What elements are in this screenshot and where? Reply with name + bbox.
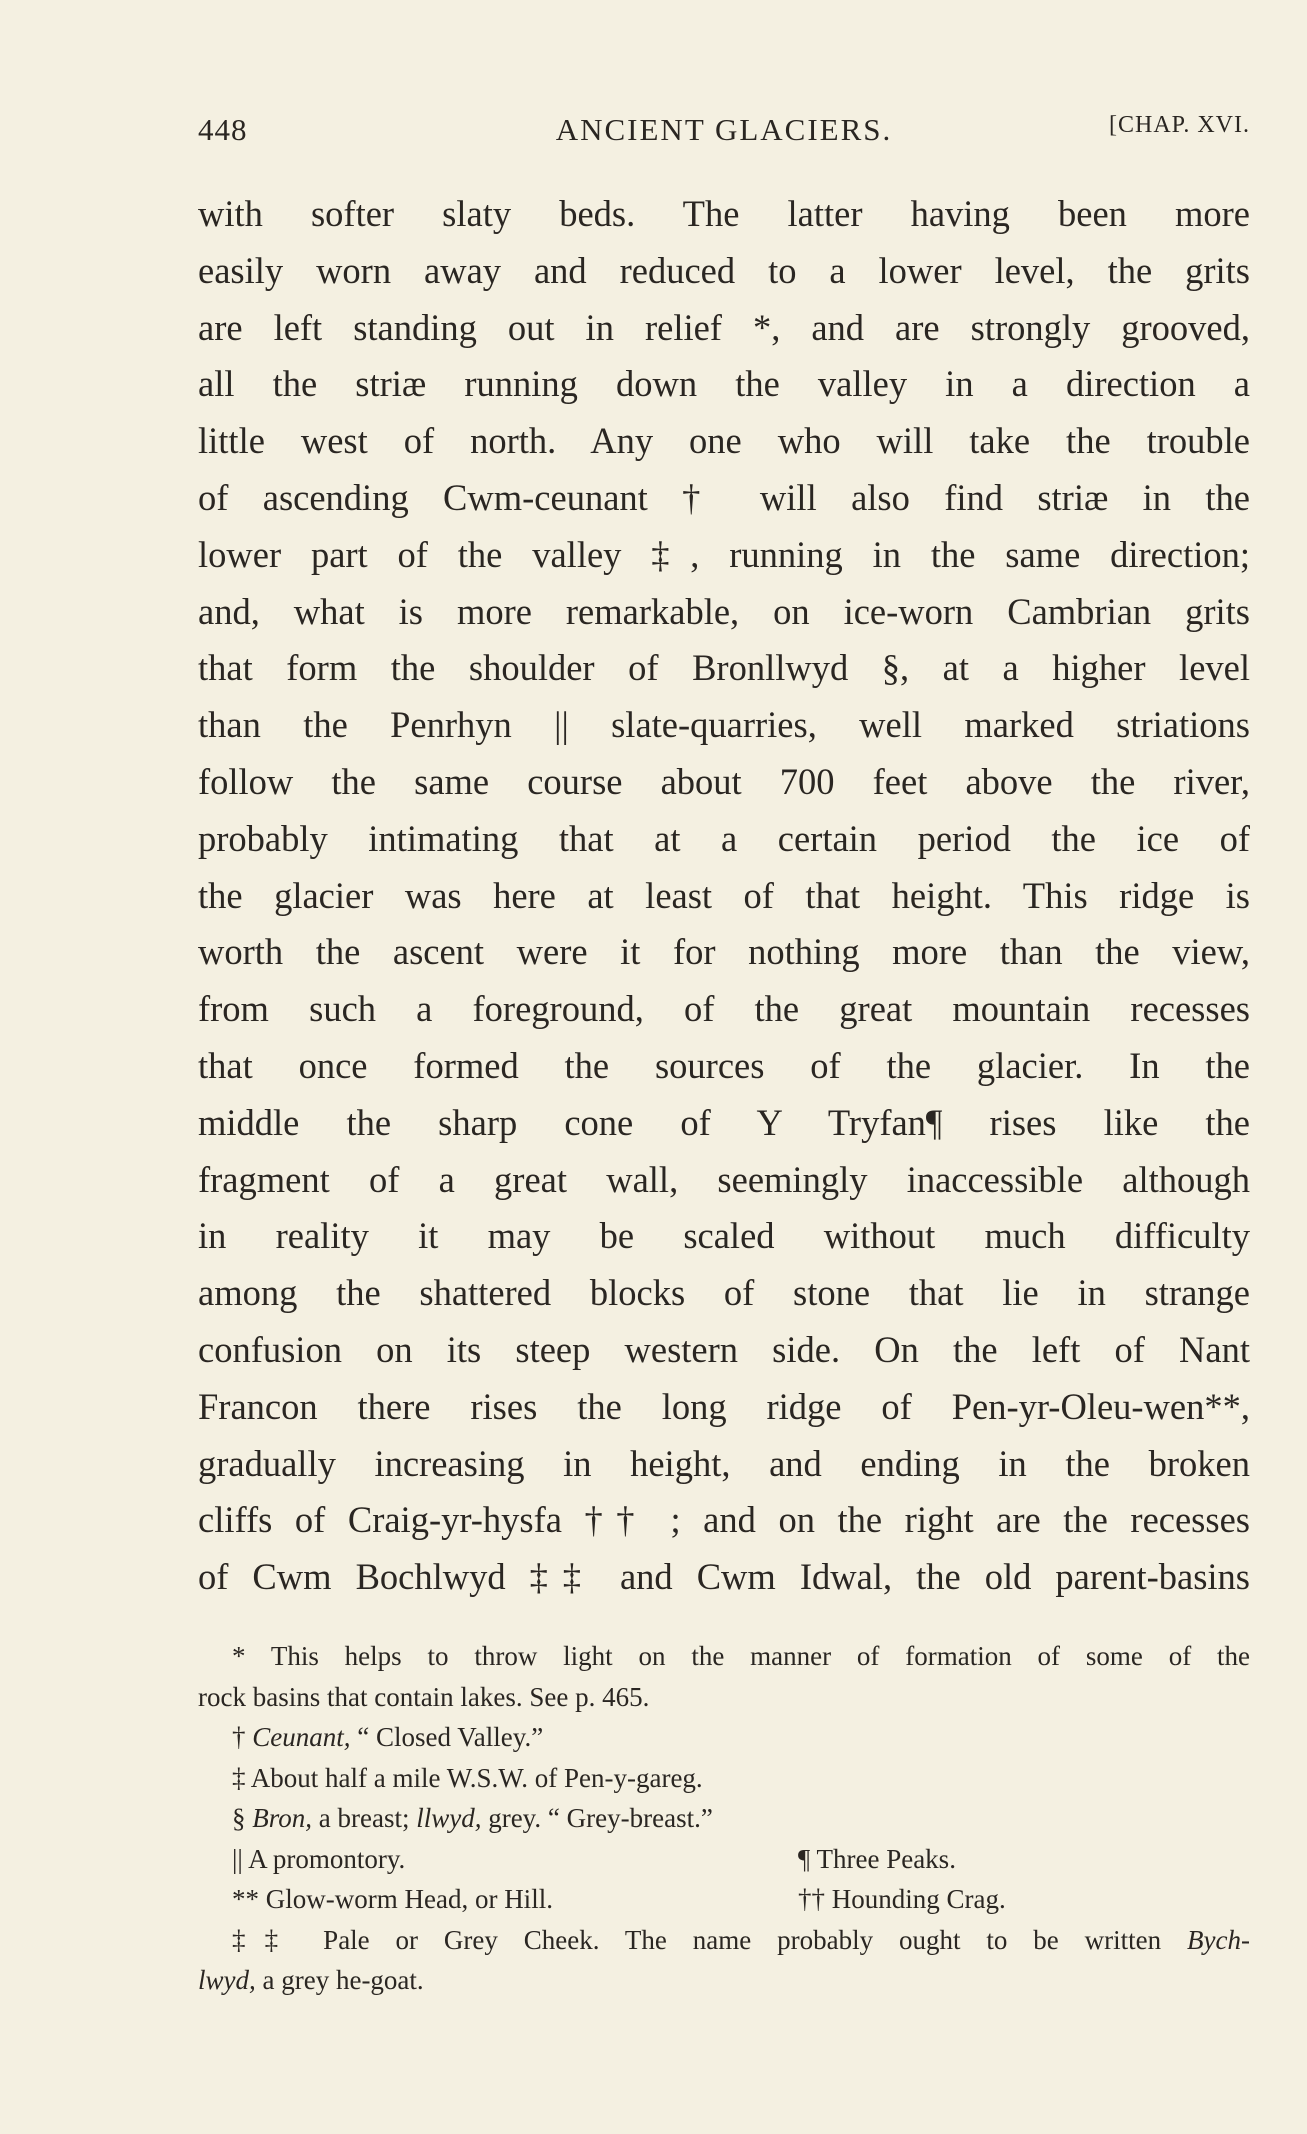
text-line: lower part of the valley ‡, running in the same direction; (198, 533, 1250, 575)
footnote-term: Bych- (1187, 1924, 1250, 1955)
footnote-pilcrow: ¶ Three Peaks. (798, 1843, 956, 1874)
text-line: fragment of a great wall, seemingly inaccessible although (198, 1158, 1250, 1200)
footnote-mark: † (232, 1722, 246, 1752)
text-line: probably intimating that at a certain period the ice of (198, 817, 1250, 859)
text-line: easily worn away and reduced to a lower level, the grits (198, 249, 1250, 291)
text-line: Francon there rises the long ridge of Pen-yr-Oleu-wen**, (198, 1385, 1250, 1427)
text-line: cliffs of Craig-yr-hysfa †† ; and on the right are the recesses (198, 1499, 1250, 1541)
footnote-double-daggers: †† Hounding Crag. (798, 1884, 1006, 1914)
text-line: of Cwm Bochlwyd ‡‡ and Cwm Idwal, the old parent-basins (198, 1556, 1250, 1598)
footnote-double-star: ** Glow-worm Head, or Hill. (232, 1884, 553, 1914)
text-line: gradually increasing in height, and ending in the broken (198, 1442, 1250, 1484)
text-line: worth the ascent were it for nothing more than the view, (198, 931, 1250, 973)
footnote-text: grey. “ Grey-breast.” (488, 1803, 713, 1833)
footnote-double-ddagger-continued (198, 1960, 1250, 2001)
text-line: that once formed the sources of the glacier. In the (198, 1044, 1250, 1086)
footnote-pair (198, 1839, 1250, 1880)
text-line: from such a foreground, of the great mountain recesses (198, 988, 1250, 1030)
running-title: ANCIENT GLACIERS. (555, 112, 893, 147)
footnote-double-dagger: ‡ About half a mile W.S.W. of Pen-y-gareg. (232, 1762, 703, 1793)
footnote-term: llwyd, (416, 1803, 482, 1833)
text-line: among the shattered blocks of stone that lie in strange (198, 1272, 1250, 1314)
text-line: than the Penrhyn || slate-quarries, well marked striations (198, 704, 1250, 746)
text-line: in reality it may be scaled without much difficulty (198, 1215, 1250, 1257)
chapter-label: [CHAP. XVI. (1108, 112, 1250, 138)
text-line: with softer slaty beds. The latter having been more (198, 193, 1250, 234)
running-head (198, 112, 1250, 152)
text-line: follow the same course about 700 feet above the river, (198, 760, 1250, 802)
footnote-mark: § (232, 1803, 246, 1833)
page-number: 448 (198, 112, 248, 147)
text-line: confusion on its steep western side. On the left of Nant (198, 1328, 1250, 1370)
footnote-dagger (198, 1717, 1250, 1758)
footnote-double-ddagger (198, 1920, 1250, 1961)
text-line: that form the shoulder of Bronllwyd §, at a higher level (198, 647, 1250, 689)
text-line: all the striæ running down the valley in a direction a (198, 363, 1250, 405)
text-line: and, what is more remarkable, on ice-worn Cambrian grits (198, 590, 1250, 632)
footnote-term: Ceunant, (252, 1722, 351, 1752)
footnote-parallel: || A promontory. (232, 1843, 406, 1874)
footnote-term: lwyd, (198, 1965, 256, 1995)
main-text (198, 186, 1250, 1606)
footnote-text: a breast; (318, 1803, 410, 1833)
text-line: of ascending Cwm-ceunant † will also find striæ in the (198, 476, 1250, 518)
footnote-term: Bron, (252, 1803, 312, 1833)
footnote-text: a grey he-goat. (262, 1965, 424, 1995)
text-line: middle the sharp cone of Y Tryfan¶ rises like the (198, 1101, 1250, 1143)
footnote-text: “ Closed Valley.” (357, 1722, 544, 1752)
text-line: little west of north. Any one who will take the trouble (198, 420, 1250, 462)
footnote-star: * This helps to throw light on the manner of formation of some of the (232, 1641, 1250, 1671)
footnote-pair (198, 1879, 1250, 1920)
footnote-section (198, 1798, 1250, 1839)
text-line: are left standing out in relief *, and are strongly grooved, (198, 306, 1250, 348)
footnotes (198, 1636, 1250, 2001)
text-line: the glacier was here at least of that height. This ridge is (198, 874, 1250, 916)
footnote-star-continued: rock basins that contain lakes. See p. 465. (198, 1681, 650, 1712)
footnote-text: ‡‡ Pale or Grey Cheek. The name probably ought to be written (232, 1924, 1162, 1955)
